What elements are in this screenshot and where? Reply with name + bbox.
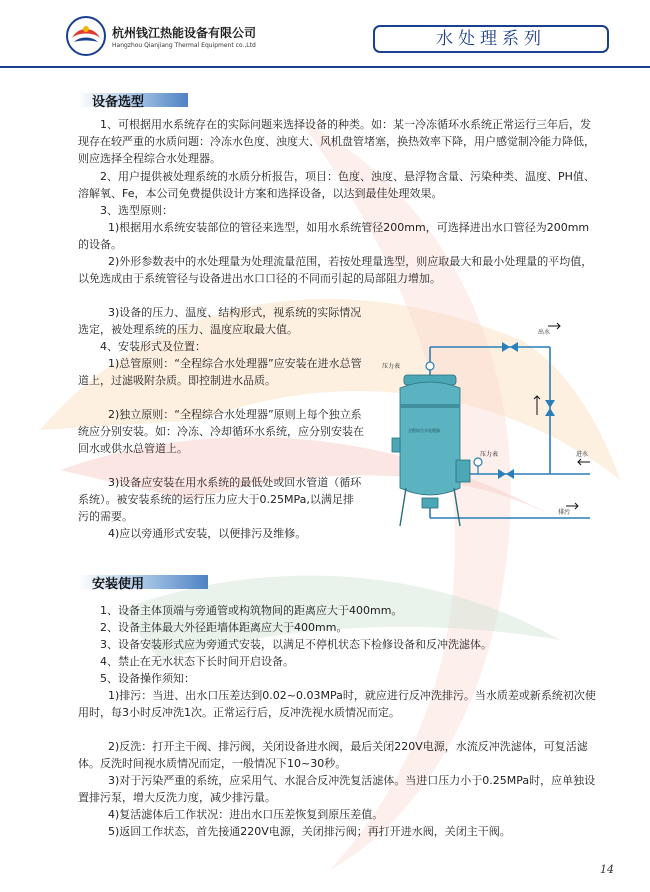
paragraph: 4、禁止在无水状态下长时间开启设备。 xyxy=(100,655,294,668)
page-number: 14 xyxy=(600,863,614,876)
section-title: 安装使用 xyxy=(92,577,145,592)
section-heading-installation xyxy=(78,573,228,591)
section-heading-selection xyxy=(78,91,228,109)
header-divider xyxy=(0,66,650,68)
inlet-label: 进水 xyxy=(576,451,589,458)
company-name-cn: 杭州钱江热能设备有限公司 xyxy=(112,26,257,40)
paragraph: 1、可根据用水系统存在的实际问题来选择设备的种类。如：某一冷冻循环水系统正常运行三年后，发现存在较严重的水质问题：冷冻水色度、浊度大、风机盘管堵塞，换热效率下降，用户感觉制冷能力降低，则应选择全程综合水处理器。 xyxy=(78,118,595,165)
paragraph: 1)根据用水系统安装部位的管径来选型，如用水系统管径200mm，可选择进出水口管径为200mm的设备。 xyxy=(78,221,590,251)
inlet-valve-icon xyxy=(498,469,514,479)
page-header xyxy=(0,0,650,70)
paragraph: 1、设备主体顶端与旁通管或构筑物间的距离应大于400mm。 xyxy=(100,604,403,617)
paragraph: 4)复活滤体后工作状况：进出水口压差恢复到原压差值。 xyxy=(108,808,384,821)
paragraph: 4、安装形式及位置： xyxy=(100,340,206,353)
paragraph: 2、设备主体最大外径距墙体距离应大于400mm。 xyxy=(100,621,348,634)
tank-body-label: 全程综合水处理器 xyxy=(408,428,440,433)
flow-arrows xyxy=(534,323,590,509)
paragraph: 3、选型原则： xyxy=(100,204,173,217)
paragraph: 3)设备的压力、温度、结构形式，视系统的实际情况选定，被处理系统的压力、温度应取最大值。 xyxy=(78,306,362,336)
section-title: 设备选型 xyxy=(92,95,145,110)
paragraph: 2)反洗：打开主干阀、排污阀，关闭设备进水阀，最后关闭220V电源，水流反冲洗滤体，可复活滤体。反洗时间视水质情况而定，一般情况下10~30秒。 xyxy=(78,740,588,770)
paragraph: 2、用户提供被处理系统的水质分析报告，项目：色度、浊度、悬浮物含量、污染种类、温度、PH值、溶解氧、Fe，本公司免费提供设计方案和选择设备，以达到最佳处理效果。 xyxy=(78,170,595,200)
company-name-en: Hangzhou Qianjiang Thermal Equipment co.,Ltd xyxy=(112,42,256,49)
paragraph: 3)设备应安装在用水系统的最低处或回水管道（循环系统）。被安装系统的运行压力应大于0.25MPa,以满足排污的需要。 xyxy=(78,476,362,523)
company-logo-icon xyxy=(66,16,106,56)
pressure-gauge-label: 压力表 xyxy=(480,451,499,458)
paragraph: 4)应以旁通形式安装，以便排污及维修。 xyxy=(108,527,307,540)
paragraph: 1)排污：当进、出水口压差达到0.02~0.03MPa时，就应进行反冲洗排污。当水质差或新系统初次使用时，每3小时反冲洗1次。正常运行后，反冲洗视水质情况而定。 xyxy=(78,689,596,719)
series-title: 水处理系列 xyxy=(373,25,609,53)
installation-diagram xyxy=(370,320,602,542)
pressure-gauge-icon xyxy=(426,362,434,370)
pressure-gauge-label: 压力表 xyxy=(382,363,401,370)
paragraph: 1)总管原则：“全程综合水处理器”应安装在进水总管道上，过滤吸附杂质。即控制进水品质。 xyxy=(78,357,362,387)
outlet-valve-icon xyxy=(502,342,518,352)
outlet-label: 出水 xyxy=(538,329,551,336)
paragraph: 2)外形参数表中的水处理量为处理流量范围，若按处理量选型，则应取最大和最小处理量的平均值，以免选成由于系统管径与设备进出水口口径的不同而引起的局部阻力增加。 xyxy=(78,255,593,285)
paragraph: 2)独立原则：“全程综合水处理器”原则上每个独立系统应分别安装。如：冷冻、冷却循环水系统，应分别安装在回水或供水总管道上。 xyxy=(78,408,364,455)
paragraph: 3)对于污染严重的系统，应采用气、水混合反冲洗复活滤体。当进口压力小于0.25MPa时，应单独设置排污泵，增大反洗力度，减少排污量。 xyxy=(78,774,596,804)
paragraph: 5、设备操作须知： xyxy=(100,672,195,685)
paragraph: 5)返回工作状态，首先接通220V电源，关闭排污阀；再打开进水阀，关闭主干阀。 xyxy=(108,825,511,838)
paragraph: 3、设备安装形式应为旁通式安装，以满足不停机状态下检修设备和反冲洗滤体。 xyxy=(100,638,492,651)
drain-label: 排污 xyxy=(558,509,571,516)
pressure-gauge-icon xyxy=(474,458,482,466)
bypass-valve-icon xyxy=(545,400,555,416)
water-treatment-tank xyxy=(392,375,470,526)
